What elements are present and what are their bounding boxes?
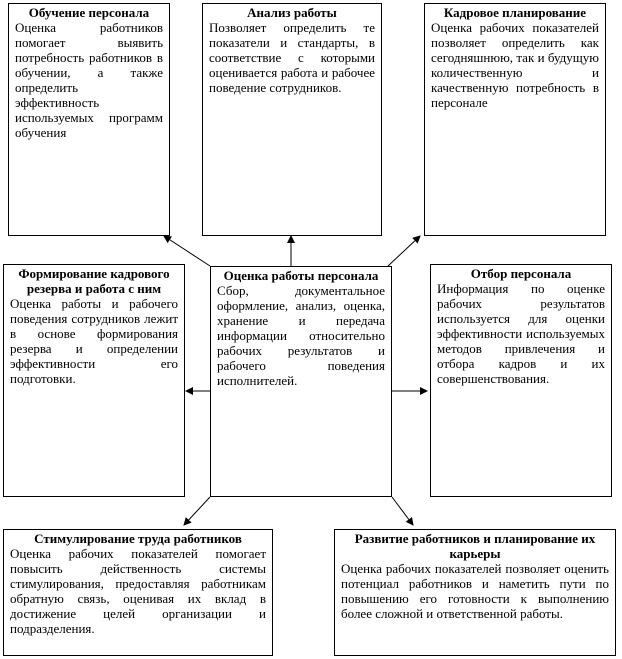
center-text: Сбор, документальное оформление, анализ, оценка, хранение и передача информации относительно рабочих результатов и рабочего поведения исполнителей. [217,283,385,388]
arrow-to-hr-planning [388,236,420,266]
training-text: Оценка работников помогает выявить потребность работников в обучении, а также определить эффективность используемых программ обучения [15,20,163,140]
career-text: Оценка рабочих показателей позволяет оценить потенциал работников и наметить пути по повышению его готовности к выполнению более сложной и ответственной работы. [341,561,609,621]
stimulation-box [3,529,273,656]
career-box [334,529,616,656]
selection-title: Отбор персонала [470,266,572,281]
reserve-title: Формирование кадрового резерва и работа с ним [18,266,170,296]
arrow-to-stimulation [184,497,210,525]
stimulation-title: Стимулирование труда работников [34,531,242,546]
stimulation-text: Оценка рабочих показателей помогает повысить действенность системы стимулирования, предоставляя работникам обратную связь, оценивая их вклад в достижение целей организации и подразделения. [10,546,266,636]
reserve-text: Оценка работы и рабочего поведения сотрудников лежит в основе формирования резерва и определении эффективности его подготовки. [10,296,178,386]
arrow-to-career [392,497,413,525]
center-title: Оценка работы персонала [223,268,379,283]
reserve-box [3,264,185,497]
hr-planning-text: Оценка рабочих показателей позволяет определить как сегодняшнюю, так и будущую количественную и качественную потребность в персонале [431,20,599,110]
selection-text: Информация по оценке рабочих результатов используется для оценки эффективности используемых методов привлечения и отбора кадров и их совершенствования. [437,281,605,386]
center-box [210,266,392,497]
hr-planning-title: Кадровое планирование [443,5,587,20]
training-box [8,3,170,236]
hr-planning-box [424,3,606,236]
selection-box [430,264,612,497]
job-analysis-text: Позволяет определить те показатели и стандарты, в соответствие с которыми оценивается работа и рабочее поведение сотрудников. [209,20,375,95]
arrow-to-training [164,236,210,266]
career-title: Развитие работников и планирование их карьеры [354,531,596,561]
job-analysis-title: Анализ работы [247,5,337,20]
job-analysis-box [202,3,382,236]
training-title: Обучение персонала [28,5,150,20]
